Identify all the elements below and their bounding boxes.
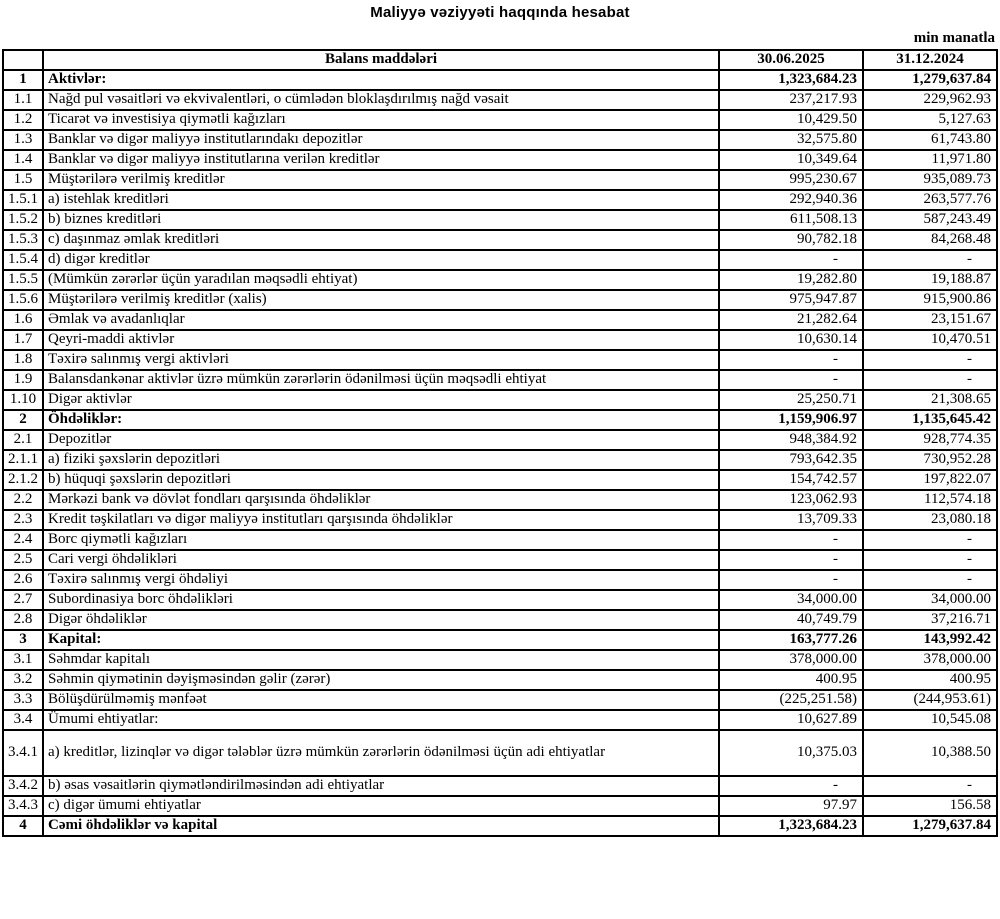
- row-label-cell: Nağd pul vəsaitləri və ekvivalentləri, o cümlədən bloklaşdırılmış nağd vəsait: [43, 90, 719, 110]
- table-row: [3, 610, 997, 630]
- table-row: [3, 530, 997, 550]
- value-2024-cell: 156.58: [863, 796, 997, 816]
- value-2025-cell: 1,159,906.97: [719, 410, 863, 430]
- table-row: [3, 710, 997, 730]
- row-number-cell: 2.1.2: [3, 470, 43, 490]
- row-label-cell: Balansdankənar aktivlər üzrə mümkün zərərlərin ödənilməsi üçün məqsədli ehtiyat: [43, 370, 719, 390]
- row-number-cell: 3.1: [3, 650, 43, 670]
- value-2025-cell: -: [719, 250, 863, 270]
- value-2024-cell: (244,953.61): [863, 690, 997, 710]
- value-2025-cell: 948,384.92: [719, 430, 863, 450]
- row-number-cell: 1.10: [3, 390, 43, 410]
- value-2024-cell: 23,151.67: [863, 310, 997, 330]
- value-2024-cell: 61,743.80: [863, 130, 997, 150]
- table-row: [3, 550, 997, 570]
- row-number-cell: 2.1.1: [3, 450, 43, 470]
- value-2024-cell: 34,000.00: [863, 590, 997, 610]
- table-row: [3, 590, 997, 610]
- row-number-cell: 1.6: [3, 310, 43, 330]
- row-label-cell: Kapital:: [43, 630, 719, 650]
- table-row: [3, 410, 997, 430]
- value-2024-cell: -: [863, 250, 997, 270]
- row-label-cell: Depozitlər: [43, 430, 719, 450]
- table-header-row: [3, 50, 997, 70]
- row-label-cell: Digər aktivlər: [43, 390, 719, 410]
- table-row: [3, 190, 997, 210]
- table-row: [3, 570, 997, 590]
- row-label-cell: Müştərilərə verilmiş kreditlər: [43, 170, 719, 190]
- header-label-cell: Balans maddələri: [43, 50, 719, 70]
- value-2024-cell: 1,279,637.84: [863, 816, 997, 836]
- header-date-2025-cell: 30.06.2025: [719, 50, 863, 70]
- row-label-cell: a) istehlak kreditləri: [43, 190, 719, 210]
- value-2025-cell: -: [719, 776, 863, 796]
- row-number-cell: 1.7: [3, 330, 43, 350]
- table-row: [3, 690, 997, 710]
- value-2025-cell: -: [719, 570, 863, 590]
- value-2024-cell: 400.95: [863, 670, 997, 690]
- value-2025-cell: 1,323,684.23: [719, 816, 863, 836]
- value-2024-cell: 5,127.63: [863, 110, 997, 130]
- value-2024-cell: 1,135,645.42: [863, 410, 997, 430]
- row-label-cell: c) daşınmaz əmlak kreditləri: [43, 230, 719, 250]
- header-date-2024-cell: 31.12.2024: [863, 50, 997, 70]
- value-2024-cell: 143,992.42: [863, 630, 997, 650]
- row-label-cell: Ticarət və investisiya qiymətli kağızları: [43, 110, 719, 130]
- row-number-cell: 2.4: [3, 530, 43, 550]
- value-2025-cell: 97.97: [719, 796, 863, 816]
- row-number-cell: 1.5.1: [3, 190, 43, 210]
- row-number-cell: 1.5.6: [3, 290, 43, 310]
- row-label-cell: Digər öhdəliklər: [43, 610, 719, 630]
- table-row: [3, 150, 997, 170]
- balance-sheet-table: [2, 49, 998, 837]
- row-label-cell: b) biznes kreditləri: [43, 210, 719, 230]
- row-label-cell: Subordinasiya borc öhdəlikləri: [43, 590, 719, 610]
- value-2025-cell: 13,709.33: [719, 510, 863, 530]
- table-row: [3, 370, 997, 390]
- value-2024-cell: 263,577.76: [863, 190, 997, 210]
- row-label-cell: c) digər ümumi ehtiyatlar: [43, 796, 719, 816]
- row-label-cell: a) fiziki şəxslərin depozitləri: [43, 450, 719, 470]
- row-number-cell: 2.7: [3, 590, 43, 610]
- table-row: [3, 430, 997, 450]
- row-number-cell: 2.8: [3, 610, 43, 630]
- row-number-cell: 2.5: [3, 550, 43, 570]
- value-2025-cell: (225,251.58): [719, 690, 863, 710]
- table-row: [3, 390, 997, 410]
- value-2025-cell: 19,282.80: [719, 270, 863, 290]
- value-2024-cell: 10,470.51: [863, 330, 997, 350]
- row-number-cell: 3: [3, 630, 43, 650]
- value-2025-cell: 975,947.87: [719, 290, 863, 310]
- row-number-cell: 1.8: [3, 350, 43, 370]
- table-row: [3, 250, 997, 270]
- row-label-cell: b) əsas vəsaitlərin qiymətləndirilməsindən adi ehtiyatlar: [43, 776, 719, 796]
- row-label-cell: Aktivlər:: [43, 70, 719, 90]
- row-label-cell: b) hüquqi şəxslərin depozitləri: [43, 470, 719, 490]
- value-2024-cell: 378,000.00: [863, 650, 997, 670]
- row-number-cell: 1.3: [3, 130, 43, 150]
- table-row: [3, 490, 997, 510]
- value-2024-cell: -: [863, 570, 997, 590]
- unit-note: min manatla: [913, 30, 995, 46]
- value-2025-cell: -: [719, 550, 863, 570]
- value-2025-cell: 10,375.03: [719, 730, 863, 776]
- row-number-cell: 2.3: [3, 510, 43, 530]
- value-2024-cell: 915,900.86: [863, 290, 997, 310]
- table-row: [3, 210, 997, 230]
- row-label-cell: Ümumi ehtiyatlar:: [43, 710, 719, 730]
- report-title: Maliyyə vəziyyəti haqqında hesabat: [370, 4, 630, 21]
- row-label-cell: Təxirə salınmış vergi aktivləri: [43, 350, 719, 370]
- row-number-cell: 3.4.3: [3, 796, 43, 816]
- value-2025-cell: 154,742.57: [719, 470, 863, 490]
- value-2024-cell: 10,388.50: [863, 730, 997, 776]
- row-number-cell: 3.2: [3, 670, 43, 690]
- row-label-cell: Cəmi öhdəliklər və kapital: [43, 816, 719, 836]
- value-2024-cell: 37,216.71: [863, 610, 997, 630]
- row-label-cell: d) digər kreditlər: [43, 250, 719, 270]
- value-2025-cell: 10,627.89: [719, 710, 863, 730]
- value-2024-cell: 587,243.49: [863, 210, 997, 230]
- row-label-cell: Qeyri-maddi aktivlər: [43, 330, 719, 350]
- table-row: [3, 130, 997, 150]
- row-label-cell: Cari vergi öhdəlikləri: [43, 550, 719, 570]
- table-row: [3, 670, 997, 690]
- value-2025-cell: 25,250.71: [719, 390, 863, 410]
- row-label-cell: Banklar və digər maliyyə institutlarındakı depozitlər: [43, 130, 719, 150]
- row-label-cell: Banklar və digər maliyyə institutlarına verilən kreditlər: [43, 150, 719, 170]
- value-2025-cell: -: [719, 530, 863, 550]
- row-label-cell: Müştərilərə verilmiş kreditlər (xalis): [43, 290, 719, 310]
- value-2025-cell: 90,782.18: [719, 230, 863, 250]
- value-2025-cell: 400.95: [719, 670, 863, 690]
- value-2025-cell: 34,000.00: [719, 590, 863, 610]
- value-2025-cell: -: [719, 350, 863, 370]
- row-label-cell: Səhmin qiymətinin dəyişməsindən gəlir (zərər): [43, 670, 719, 690]
- row-number-cell: 2: [3, 410, 43, 430]
- value-2025-cell: 995,230.67: [719, 170, 863, 190]
- row-number-cell: 1: [3, 70, 43, 90]
- value-2024-cell: -: [863, 530, 997, 550]
- row-number-cell: 1.4: [3, 150, 43, 170]
- row-label-cell: Kredit təşkilatları və digər maliyyə institutları qarşısında öhdəliklər: [43, 510, 719, 530]
- row-number-cell: 1.5: [3, 170, 43, 190]
- row-number-cell: 1.9: [3, 370, 43, 390]
- table-row: [3, 470, 997, 490]
- row-number-cell: 2.2: [3, 490, 43, 510]
- value-2024-cell: 112,574.18: [863, 490, 997, 510]
- row-number-cell: 3.4: [3, 710, 43, 730]
- value-2025-cell: 1,323,684.23: [719, 70, 863, 90]
- row-number-cell: 1.5.5: [3, 270, 43, 290]
- value-2024-cell: 23,080.18: [863, 510, 997, 530]
- value-2024-cell: 11,971.80: [863, 150, 997, 170]
- row-number-cell: 1.1: [3, 90, 43, 110]
- value-2025-cell: -: [719, 370, 863, 390]
- value-2024-cell: 935,089.73: [863, 170, 997, 190]
- value-2024-cell: 10,545.08: [863, 710, 997, 730]
- value-2024-cell: 229,962.93: [863, 90, 997, 110]
- value-2024-cell: 197,822.07: [863, 470, 997, 490]
- value-2024-cell: 19,188.87: [863, 270, 997, 290]
- row-label-cell: Bölüşdürülməmiş mənfəət: [43, 690, 719, 710]
- value-2024-cell: 21,308.65: [863, 390, 997, 410]
- table-row: [3, 310, 997, 330]
- table-row: [3, 290, 997, 310]
- row-label-cell: Borc qiymətli kağızları: [43, 530, 719, 550]
- header-number-cell: [3, 50, 43, 70]
- row-number-cell: 1.2: [3, 110, 43, 130]
- row-number-cell: 4: [3, 816, 43, 836]
- table-row: [3, 776, 997, 796]
- table-row: [3, 230, 997, 250]
- table-row: [3, 796, 997, 816]
- row-label-cell: Mərkəzi bank və dövlət fondları qarşısında öhdəliklər: [43, 490, 719, 510]
- row-number-cell: 3.4.2: [3, 776, 43, 796]
- row-number-cell: 1.5.2: [3, 210, 43, 230]
- table-row: [3, 450, 997, 470]
- value-2024-cell: 928,774.35: [863, 430, 997, 450]
- value-2024-cell: 84,268.48: [863, 230, 997, 250]
- value-2025-cell: 10,630.14: [719, 330, 863, 350]
- value-2024-cell: 1,279,637.84: [863, 70, 997, 90]
- value-2024-cell: -: [863, 370, 997, 390]
- value-2025-cell: 793,642.35: [719, 450, 863, 470]
- row-number-cell: 1.5.3: [3, 230, 43, 250]
- table-row: [3, 170, 997, 190]
- row-label-cell: Səhmdar kapitalı: [43, 650, 719, 670]
- value-2025-cell: 10,349.64: [719, 150, 863, 170]
- value-2025-cell: 10,429.50: [719, 110, 863, 130]
- value-2025-cell: 292,940.36: [719, 190, 863, 210]
- row-number-cell: 2.6: [3, 570, 43, 590]
- table-row: [3, 350, 997, 370]
- value-2024-cell: 730,952.28: [863, 450, 997, 470]
- balance-table-body: [3, 70, 997, 836]
- table-row: [3, 650, 997, 670]
- value-2025-cell: 32,575.80: [719, 130, 863, 150]
- table-row: [3, 110, 997, 130]
- table-row: [3, 510, 997, 530]
- value-2025-cell: 611,508.13: [719, 210, 863, 230]
- row-label-cell: (Mümkün zərərlər üçün yaradılan məqsədli ehtiyat): [43, 270, 719, 290]
- row-label-cell: Öhdəliklər:: [43, 410, 719, 430]
- row-label-cell: Təxirə salınmış vergi öhdəliyi: [43, 570, 719, 590]
- table-row: [3, 816, 997, 836]
- row-label-cell: a) kreditlər, lizinqlər və digər tələblər üzrə mümkün zərərlərin ödənilməsi üçün adi ehtiyatlar: [43, 730, 719, 776]
- value-2025-cell: 237,217.93: [719, 90, 863, 110]
- row-number-cell: 2.1: [3, 430, 43, 450]
- row-label-cell: Əmlak və avadanlıqlar: [43, 310, 719, 330]
- value-2025-cell: 21,282.64: [719, 310, 863, 330]
- row-number-cell: 3.3: [3, 690, 43, 710]
- table-row: [3, 90, 997, 110]
- table-row: [3, 330, 997, 350]
- table-row: [3, 730, 997, 776]
- value-2025-cell: 40,749.79: [719, 610, 863, 630]
- table-row: [3, 70, 997, 90]
- value-2025-cell: 378,000.00: [719, 650, 863, 670]
- row-number-cell: 3.4.1: [3, 730, 43, 776]
- row-number-cell: 1.5.4: [3, 250, 43, 270]
- value-2025-cell: 163,777.26: [719, 630, 863, 650]
- table-row: [3, 630, 997, 650]
- value-2025-cell: 123,062.93: [719, 490, 863, 510]
- value-2024-cell: -: [863, 350, 997, 370]
- value-2024-cell: -: [863, 776, 997, 796]
- value-2024-cell: -: [863, 550, 997, 570]
- table-row: [3, 270, 997, 290]
